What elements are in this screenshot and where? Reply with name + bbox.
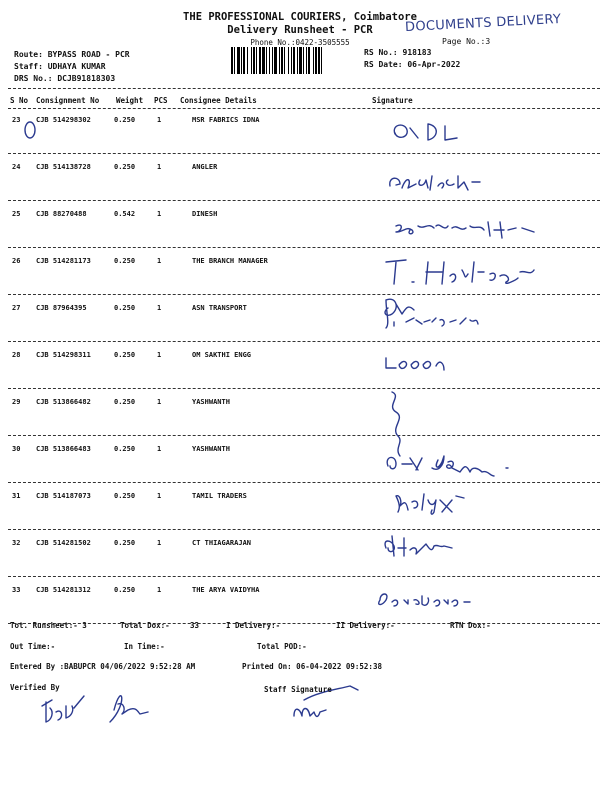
row-sno: 26 (12, 257, 21, 265)
row-consignee: THE ARYA VAIDYHA (192, 586, 260, 594)
signature-24 (390, 176, 480, 190)
row-weight: 0.250 (114, 257, 136, 265)
rs-number: RS No.: 918183 (364, 48, 432, 57)
verified-by-signature-1 (42, 696, 84, 722)
row-consignment-no: CJB 513866482 (36, 398, 91, 406)
row-pcs: 1 (157, 257, 162, 265)
row-pcs: 1 (157, 351, 162, 359)
staff-signature-label: Staff Signature (264, 685, 332, 694)
i-delivery: I Delivery:- (226, 621, 281, 630)
row-consignee: YASHWANTH (192, 445, 230, 453)
entered-by: Entered By :BABUPCR 04/06/2022 9:52:28 AM (10, 662, 196, 671)
signature-33 (379, 594, 470, 606)
row-consignee: DINESH (192, 210, 218, 218)
row-weight: 0.250 (114, 351, 136, 359)
total-dox-value: 33 (190, 621, 200, 630)
page-number: Page No.:3 (442, 37, 491, 46)
company-title: THE PROFESSIONAL COURIERS, Coimbatore (183, 11, 417, 23)
signature-28 (386, 358, 444, 370)
col-consignee: Consignee Details (180, 96, 257, 105)
row-consignee: MSR FABRICS IDNA (192, 116, 260, 124)
row-sno: 32 (12, 539, 21, 547)
verified-by-signature-2 (110, 696, 148, 722)
col-weight: Weight (116, 96, 144, 105)
row-consignment-no: CJB 514298302 (36, 116, 91, 124)
signature-32 (385, 536, 452, 556)
row-weight: 0.542 (114, 210, 136, 218)
row-consignment-no: CJB 514281502 (36, 539, 91, 547)
signature-31 (396, 494, 464, 514)
runsheet-subtitle: Delivery Runsheet - PCR (227, 24, 373, 36)
row-weight: 0.250 (114, 398, 136, 406)
row-sno: 25 (12, 210, 21, 218)
row-sno: 27 (12, 304, 21, 312)
row-consignment-no: CJB 514281173 (36, 257, 91, 265)
out-time: Out Time:- (10, 642, 56, 651)
col-sno: S No (10, 96, 29, 105)
row-sno: 29 (12, 398, 21, 406)
row-sno: 33 (12, 586, 21, 594)
phone-number: Phone No.:0422-3505555 (250, 38, 350, 47)
row-23-circle-mark (25, 122, 35, 138)
row-weight: 0.250 (114, 116, 136, 124)
total-pod: Total POD:- (257, 642, 307, 651)
row-weight: 0.250 (114, 304, 136, 312)
in-time: In Time:- (124, 642, 165, 651)
row-weight: 0.250 (114, 586, 136, 594)
row-consignment-no: CJB 88270488 (36, 210, 87, 218)
row-weight: 0.250 (114, 445, 136, 453)
row-sno: 31 (12, 492, 21, 500)
row-pcs: 1 (157, 398, 162, 406)
row-pcs: 1 (157, 492, 162, 500)
row-consignment-no: CJB 514138728 (36, 163, 91, 171)
row-pcs: 1 (157, 445, 162, 453)
signature-23 (394, 124, 457, 140)
row-pcs: 1 (157, 210, 162, 218)
rtn-dox: RTN Dox:- (450, 621, 491, 630)
tot-runsheet: Tot. Runsheet:- 3 (10, 621, 87, 630)
printed-on: Printed On: 06-04-2022 09:52:38 (242, 662, 382, 671)
signature-26 (386, 260, 534, 284)
ii-delivery: II Delivery:- (336, 621, 395, 630)
col-signature: Signature (372, 96, 413, 105)
col-consignment: Consignment No (36, 96, 100, 105)
staff-label: Staff: UDHAYA KUMAR (14, 62, 106, 71)
row-pcs: 1 (157, 304, 162, 312)
row-consignee: TAMIL TRADERS (192, 492, 247, 500)
row-consignment-no: CJB 514187073 (36, 492, 91, 500)
row-consignee: CT THIAGARAJAN (192, 539, 252, 547)
row-weight: 0.250 (114, 163, 136, 171)
row-pcs: 1 (157, 163, 162, 171)
row-sno: 24 (12, 163, 21, 171)
row-pcs: 1 (157, 116, 162, 124)
drs-number: DRS No.: DCJB91818303 (14, 74, 116, 83)
row-pcs: 1 (157, 586, 162, 594)
signature-30 (387, 456, 508, 476)
row-sno: 30 (12, 445, 21, 453)
row-consignment-no: CJB 514298311 (36, 351, 91, 359)
rs-date: RS Date: 06-Apr-2022 (364, 60, 461, 69)
row-pcs: 1 (157, 539, 162, 547)
row-sno: 23 (12, 116, 21, 124)
verified-by-label: Verified By (10, 683, 60, 692)
route-label: Route: BYPASS ROAD - PCR (14, 50, 130, 59)
row-sno: 28 (12, 351, 21, 359)
row-weight: 0.250 (114, 492, 136, 500)
signature-25 (396, 222, 534, 238)
row-consignment-no: CJB 514281312 (36, 586, 91, 594)
row-weight: 0.250 (114, 539, 136, 547)
row-consignment-no: CJB 87964395 (36, 304, 87, 312)
row-consignment-no: CJB 513866483 (36, 445, 91, 453)
row-consignee: ASN TRANSPORT (192, 304, 247, 312)
row-consignee: OM SAKTHI ENGG (192, 351, 252, 359)
total-dox-label: Total Dox:- (120, 621, 170, 630)
row-consignee: YASHWANTH (192, 398, 230, 406)
documents-delivery-stamp: DOCUMENTS DELIVERY (404, 11, 562, 36)
row-consignee: THE BRANCH MANAGER (192, 257, 268, 265)
row-consignee: ANGLER (192, 163, 218, 171)
signature-27 (385, 299, 478, 328)
col-pcs: PCS (154, 96, 168, 105)
signature-29-30-bracket (392, 392, 400, 456)
